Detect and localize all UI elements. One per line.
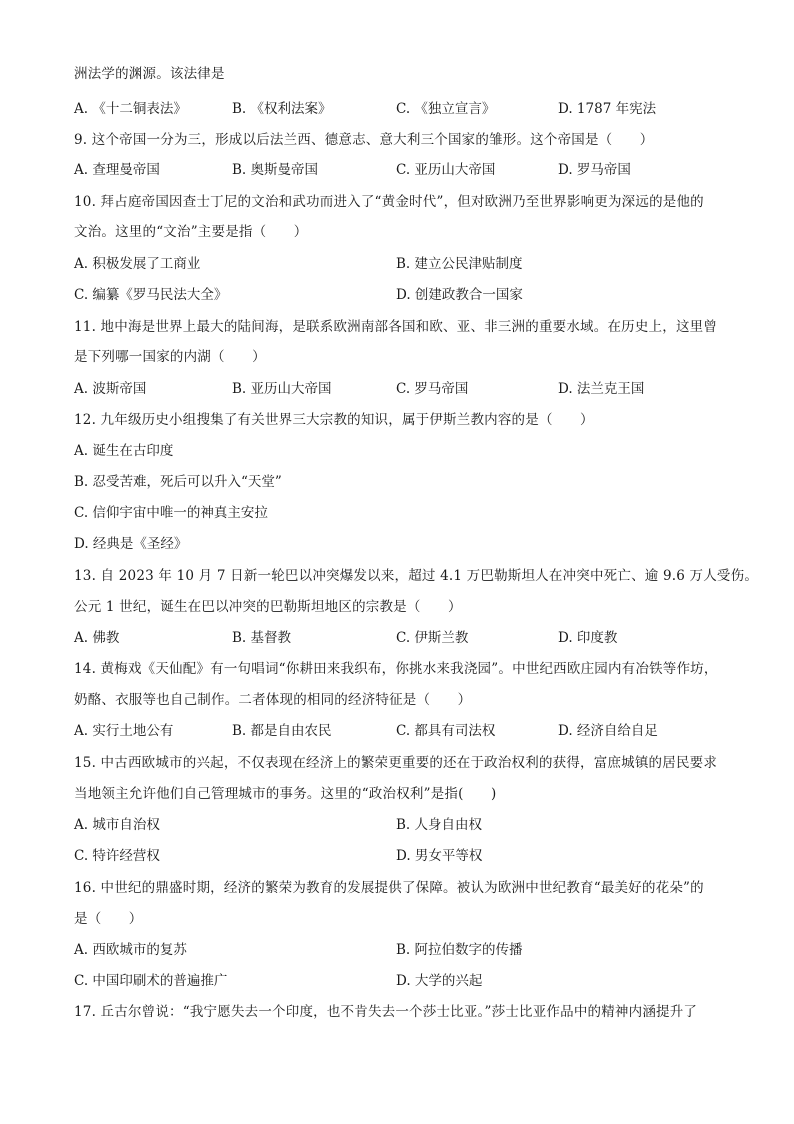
question-14-option-d[interactable]: D. 经济自给自足 — [558, 723, 658, 739]
question-10-option-d[interactable]: D. 创建政教合一国家 — [396, 287, 523, 303]
question-13-option-c[interactable]: C. 伊斯兰教 — [396, 630, 469, 646]
question-15-stem-line2: 当地领主允许他们自己管理城市的事务。这里的“政治权利”是指( ) — [74, 786, 497, 802]
question-12-stem: 12. 九年级历史小组搜集了有关世界三大宗教的知识，属于伊斯兰教内容的是（ ） — [74, 412, 594, 428]
question-16-option-c[interactable]: C. 中国印刷术的普遍推广 — [74, 973, 228, 989]
question-16-option-d[interactable]: D. 大学的兴起 — [396, 973, 483, 989]
question-11-stem-line1: 11. 地中海是世界上最大的陆间海，是联系欧洲南部各国和欧、亚、非三洲的重要水域。在历史上，这里曾 — [74, 319, 718, 335]
question-14-option-b[interactable]: B. 都是自由农民 — [232, 723, 332, 739]
question-15-option-b[interactable]: B. 人身自由权 — [396, 817, 483, 833]
question-16-stem-line1: 16. 中世纪的鼎盛时期，经济的繁荣为教育的发展提供了保障。被认为欧洲中世纪教育“最美好的花朵”的 — [74, 880, 704, 896]
question-13-option-d[interactable]: D. 印度教 — [558, 630, 618, 646]
question-11-stem-line2: 是下列哪一国家的内湖（ ） — [74, 349, 266, 365]
question-8-stem-tail: 洲法学的渊源。该法律是 — [74, 66, 225, 82]
question-16-option-a[interactable]: A. 西欧城市的复苏 — [74, 942, 187, 958]
question-12-option-a[interactable]: A. 诞生在古印度 — [74, 443, 174, 459]
question-15-stem-line1: 15. 中古西欧城市的兴起，不仅表现在经济上的繁荣更重要的还在于政治权利的获得，富庶城镇的居民要求 — [74, 755, 718, 771]
question-12-option-d[interactable]: D. 经典是《圣经》 — [74, 536, 188, 552]
question-11-option-d[interactable]: D. 法兰克王国 — [558, 381, 645, 397]
question-8-option-b[interactable]: B. 《权利法案》 — [232, 101, 332, 117]
question-9-option-b[interactable]: B. 奥斯曼帝国 — [232, 162, 319, 178]
question-9-option-c[interactable]: C. 亚历山大帝国 — [396, 162, 496, 178]
question-15-option-c[interactable]: C. 特许经营权 — [74, 848, 160, 864]
question-16-stem-line2: 是（ ） — [74, 911, 143, 927]
question-12-option-b[interactable]: B. 忍受苦难，死后可以升入“天堂” — [74, 474, 282, 490]
question-10-option-b[interactable]: B. 建立公民津贴制度 — [396, 256, 523, 272]
question-11-option-b[interactable]: B. 亚历山大帝国 — [232, 381, 332, 397]
question-14-stem-line2: 奶酪、衣服等也自己制作。二者体现的相同的经济特征是（ ） — [74, 692, 472, 708]
question-10-stem-line1: 10. 拜占庭帝国因查士丁尼的文治和武功而进入了“黄金时代”，但对欧洲乃至世界影响更为深远的是他的 — [74, 194, 704, 210]
question-8-option-c[interactable]: C. 《独立宣言》 — [396, 101, 496, 117]
question-8-option-a[interactable]: A. 《十二铜表法》 — [74, 101, 187, 117]
question-10-option-c[interactable]: C. 编纂《罗马民法大全》 — [74, 287, 228, 303]
question-9-option-a[interactable]: A. 查理曼帝国 — [74, 162, 160, 178]
question-13-option-a[interactable]: A. 佛教 — [74, 630, 120, 646]
question-14-stem-line1: 14. 黄梅戏《天仙配》有一句唱词“你耕田来我织布，你挑水来我浇园”。中世纪西欧庄园内有冶铁等作坊， — [74, 661, 718, 677]
question-13-stem-line1: 13. 自 2023 年 10 月 7 日新一轮巴以冲突爆发以来，超过 4.1 万巴勒斯坦人在冲突中死亡、逾 9.6 万人受伤。 — [74, 568, 759, 584]
question-12-option-c[interactable]: C. 信仰宇宙中唯一的神真主安拉 — [74, 505, 268, 521]
question-11-option-c[interactable]: C. 罗马帝国 — [396, 381, 469, 397]
question-10-stem-line2: 文治。这里的“文治”主要是指（ ） — [74, 224, 308, 240]
question-13-option-b[interactable]: B. 基督教 — [232, 630, 292, 646]
question-14-option-a[interactable]: A. 实行土地公有 — [74, 723, 174, 739]
question-14-option-c[interactable]: C. 都具有司法权 — [396, 723, 496, 739]
question-15-option-a[interactable]: A. 城市自治权 — [74, 817, 160, 833]
question-9-option-d[interactable]: D. 罗马帝国 — [558, 162, 631, 178]
question-16-option-b[interactable]: B. 阿拉伯数字的传播 — [396, 942, 523, 958]
question-17-stem-line1: 17. 丘古尔曾说：“我宁愿失去一个印度，也不肯失去一个莎士比亚。”莎士比亚作品中的精神内涵提升了 — [74, 1004, 698, 1020]
question-11-option-a[interactable]: A. 波斯帝国 — [74, 381, 147, 397]
question-13-stem-line2: 公元 1 世纪，诞生在巴以冲突的巴勒斯坦地区的宗教是（ ） — [74, 599, 462, 615]
question-15-option-d[interactable]: D. 男女平等权 — [396, 848, 483, 864]
question-9-stem: 9. 这个帝国一分为三，形成以后法兰西、德意志、意大利三个国家的雏形。这个帝国是（ ） — [74, 132, 654, 148]
question-8-option-d[interactable]: D. 1787 年宪法 — [558, 101, 657, 117]
question-10-option-a[interactable]: A. 积极发展了工商业 — [74, 256, 201, 272]
